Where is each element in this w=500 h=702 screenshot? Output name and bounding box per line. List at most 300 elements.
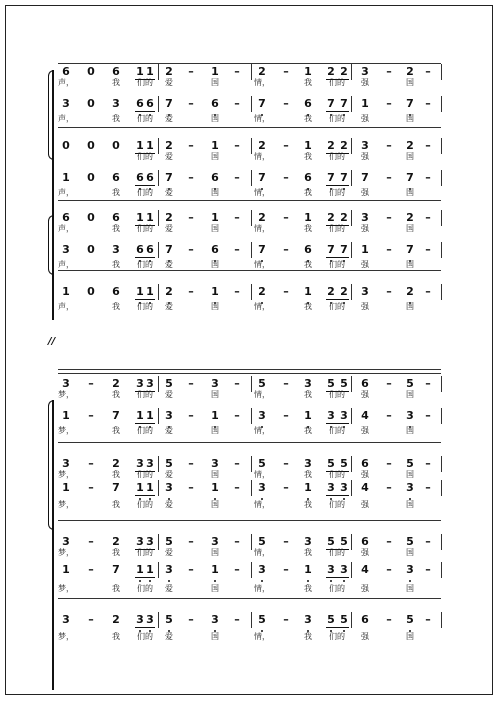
note: 2: [258, 211, 266, 224]
lyric: 强: [361, 260, 369, 269]
note: 1: [304, 65, 312, 78]
lyric: 强: [361, 78, 369, 87]
system-top-line: [58, 63, 441, 64]
lyric: 们的: [137, 632, 153, 641]
lyric: 们的: [137, 260, 153, 269]
octave-dot: [307, 580, 309, 582]
note: 2: [165, 285, 173, 298]
note: 4: [361, 481, 369, 494]
barline: [251, 96, 252, 112]
note: 3: [146, 535, 154, 548]
staff-separator: [58, 127, 441, 128]
note: 6: [112, 211, 120, 224]
note: –: [188, 563, 194, 576]
note: 0: [87, 285, 95, 298]
section-mark: //: [48, 336, 56, 347]
barline: [351, 376, 352, 392]
lyric: 声，: [58, 302, 74, 311]
note: 5: [327, 457, 335, 470]
barline: [251, 480, 252, 496]
barline: [158, 284, 159, 300]
lyric: 强: [361, 224, 369, 233]
note: 2: [327, 65, 335, 78]
note: 6: [211, 243, 219, 256]
beam-underline: [135, 185, 155, 186]
note: 1: [146, 211, 154, 224]
note: –: [425, 243, 431, 256]
system-top-line: [58, 373, 441, 374]
beam-underline: [135, 495, 155, 496]
lyric: 我: [112, 632, 120, 641]
beam-underline: [135, 257, 155, 258]
lyric: 我: [304, 470, 312, 479]
note: –: [234, 243, 240, 256]
barline: [441, 534, 442, 550]
note: –: [234, 139, 240, 152]
note: –: [425, 563, 431, 576]
lyric: 们的: [137, 584, 153, 593]
note: 6: [62, 211, 70, 224]
octave-dot: [409, 580, 411, 582]
note: 7: [406, 243, 414, 256]
note: 3: [258, 563, 266, 576]
lyric: 情，: [254, 426, 270, 435]
note: 2: [327, 285, 335, 298]
octave-dot: [214, 580, 216, 582]
beam-underline: [326, 495, 349, 496]
lyric: 国: [406, 188, 414, 197]
note: –: [283, 243, 289, 256]
note: 5: [165, 535, 173, 548]
note: 7: [327, 243, 335, 256]
barline: [351, 534, 352, 550]
lyric: 国: [406, 390, 414, 399]
barline: [158, 408, 159, 424]
note: 1: [136, 285, 144, 298]
barline: [441, 284, 442, 300]
lyric: 强: [361, 584, 369, 593]
note: 3: [112, 97, 120, 110]
note: 5: [340, 613, 348, 626]
note: 6: [146, 171, 154, 184]
lyric: 们的: [329, 390, 345, 399]
lyric: 国: [211, 114, 219, 123]
note: 3: [136, 377, 144, 390]
note: 2: [406, 285, 414, 298]
note: –: [88, 563, 94, 576]
note: 5: [258, 457, 266, 470]
note: 6: [112, 65, 120, 78]
note: 3: [62, 535, 70, 548]
lyric: 情，: [254, 584, 270, 593]
note: 3: [62, 97, 70, 110]
note: 7: [112, 409, 120, 422]
note: 3: [62, 243, 70, 256]
lyric: 们的: [137, 114, 153, 123]
note: 1: [62, 285, 70, 298]
lyric: 声，: [58, 78, 74, 87]
note: 6: [361, 535, 369, 548]
barline: [441, 170, 442, 186]
beam-underline: [135, 111, 155, 112]
note: 0: [112, 139, 120, 152]
note: –: [188, 613, 194, 626]
note: 1: [62, 171, 70, 184]
note: 0: [87, 211, 95, 224]
note: –: [425, 613, 431, 626]
lyric: 们的: [329, 584, 345, 593]
lyric: 们的: [329, 152, 345, 161]
note: 5: [340, 457, 348, 470]
staff-separator: [58, 200, 441, 201]
lyric: 情，: [254, 390, 270, 399]
barline: [251, 242, 252, 258]
note: 3: [304, 457, 312, 470]
lyric: 们的: [137, 152, 153, 161]
note: 2: [165, 139, 173, 152]
staff-separator: [58, 520, 441, 521]
beam-underline: [326, 627, 349, 628]
note: –: [425, 285, 431, 298]
note: 1: [146, 285, 154, 298]
lyric: 国: [406, 224, 414, 233]
lyric: 爱: [165, 584, 173, 593]
note: –: [386, 481, 392, 494]
note: –: [425, 171, 431, 184]
note: 0: [87, 139, 95, 152]
lyric: 我: [112, 500, 120, 509]
lyric: 们的: [137, 78, 153, 87]
note: 6: [304, 97, 312, 110]
lyric: 我: [304, 224, 312, 233]
beam-underline: [326, 257, 349, 258]
note: 1: [136, 481, 144, 494]
lyric: 国: [211, 188, 219, 197]
note: 6: [136, 171, 144, 184]
note: 7: [340, 97, 348, 110]
lyric: 国: [406, 114, 414, 123]
note: –: [283, 613, 289, 626]
lyric: 爱: [165, 188, 173, 197]
lyric: 国: [211, 584, 219, 593]
note: –: [425, 139, 431, 152]
lyric: 梦，: [58, 632, 74, 641]
note: 2: [258, 139, 266, 152]
note: 2: [258, 65, 266, 78]
lyric: 爱: [165, 224, 173, 233]
lyric: 我: [304, 426, 312, 435]
note: 7: [112, 563, 120, 576]
note: 2: [340, 65, 348, 78]
note: –: [88, 457, 94, 470]
lyric: 们的: [137, 224, 153, 233]
note: 7: [340, 171, 348, 184]
note: 3: [340, 563, 348, 576]
octave-dot: [343, 580, 345, 582]
note: 3: [165, 409, 173, 422]
note: –: [234, 535, 240, 548]
note: 1: [146, 65, 154, 78]
lyric: 声，: [58, 114, 74, 123]
note: –: [386, 171, 392, 184]
note: –: [234, 65, 240, 78]
note: 6: [361, 457, 369, 470]
note: 3: [211, 457, 219, 470]
note: –: [283, 535, 289, 548]
note: 6: [304, 243, 312, 256]
note: 3: [211, 377, 219, 390]
system-brace: [48, 400, 54, 530]
note: 6: [136, 97, 144, 110]
barline: [158, 96, 159, 112]
note: 1: [62, 481, 70, 494]
note: 7: [165, 97, 173, 110]
note: 6: [146, 97, 154, 110]
note: –: [188, 457, 194, 470]
lyric: 情，: [254, 114, 270, 123]
note: –: [283, 409, 289, 422]
lyric: 爱: [165, 426, 173, 435]
note: –: [425, 65, 431, 78]
note: 1: [136, 563, 144, 576]
note: 1: [146, 481, 154, 494]
lyric: 们的: [329, 548, 345, 557]
beam-underline: [326, 185, 349, 186]
note: –: [386, 285, 392, 298]
lyric: 我: [112, 390, 120, 399]
note: 2: [406, 139, 414, 152]
note: 3: [327, 409, 335, 422]
system-top-line: [58, 369, 441, 370]
note: 1: [361, 243, 369, 256]
lyric: 国: [211, 632, 219, 641]
note: 3: [258, 481, 266, 494]
lyric: 情，: [254, 188, 270, 197]
note: 6: [112, 285, 120, 298]
note: 1: [304, 285, 312, 298]
lyric: 我: [304, 548, 312, 557]
note: 1: [146, 139, 154, 152]
lyric: 国: [406, 426, 414, 435]
note: 1: [62, 409, 70, 422]
note: 7: [361, 171, 369, 184]
note: 5: [406, 377, 414, 390]
lyric: 们的: [329, 224, 345, 233]
note: 7: [165, 171, 173, 184]
lyric: 我: [304, 632, 312, 641]
lyric: 强: [361, 390, 369, 399]
note: 5: [340, 535, 348, 548]
lyric: 国: [211, 260, 219, 269]
barline: [251, 408, 252, 424]
note: 4: [361, 563, 369, 576]
lyric: 强: [361, 114, 369, 123]
note: 7: [258, 171, 266, 184]
lyric: 爱: [165, 548, 173, 557]
note: 2: [258, 285, 266, 298]
lyric: 我: [304, 390, 312, 399]
lyric: 们的: [137, 426, 153, 435]
note: 1: [361, 97, 369, 110]
lyric: 国: [406, 584, 414, 593]
note: 5: [327, 535, 335, 548]
lyric: 国: [211, 302, 219, 311]
beam-underline: [135, 423, 155, 424]
lyric: 国: [406, 260, 414, 269]
note: –: [88, 535, 94, 548]
lyric: 国: [211, 152, 219, 161]
note: 6: [136, 243, 144, 256]
note: 3: [62, 613, 70, 626]
note: 7: [112, 481, 120, 494]
note: 1: [62, 563, 70, 576]
note: 7: [165, 243, 173, 256]
note: 3: [211, 535, 219, 548]
note: 3: [361, 211, 369, 224]
note: –: [425, 211, 431, 224]
note: –: [386, 243, 392, 256]
lyric: 情，: [254, 500, 270, 509]
note: –: [188, 285, 194, 298]
note: 2: [112, 613, 120, 626]
note: 3: [62, 377, 70, 390]
barline: [351, 612, 352, 628]
lyric: 们的: [137, 548, 153, 557]
note: 3: [361, 285, 369, 298]
note: 2: [165, 65, 173, 78]
note: –: [283, 171, 289, 184]
barline: [251, 170, 252, 186]
note: 7: [340, 243, 348, 256]
note: 0: [87, 97, 95, 110]
barline: [351, 138, 352, 154]
note: 2: [327, 211, 335, 224]
note: 2: [406, 65, 414, 78]
note: –: [425, 535, 431, 548]
lyric: 情，: [254, 470, 270, 479]
lyric: 们的: [329, 632, 345, 641]
note: 3: [146, 457, 154, 470]
note: –: [188, 409, 194, 422]
lyric: 梦，: [58, 470, 74, 479]
lyric: 强: [361, 188, 369, 197]
note: –: [283, 139, 289, 152]
lyric: 梦，: [58, 390, 74, 399]
note: –: [188, 97, 194, 110]
note: 2: [340, 139, 348, 152]
note: 1: [304, 563, 312, 576]
note: –: [234, 97, 240, 110]
lyric: 强: [361, 500, 369, 509]
lyric: 国: [211, 500, 219, 509]
lyric: 爱: [165, 390, 173, 399]
note: 2: [327, 139, 335, 152]
note: 7: [327, 97, 335, 110]
note: 3: [165, 481, 173, 494]
note: –: [283, 211, 289, 224]
lyric: 声，: [58, 188, 74, 197]
octave-dot: [149, 580, 151, 582]
note: 7: [406, 97, 414, 110]
note: 5: [406, 535, 414, 548]
lyric: 爱: [165, 78, 173, 87]
note: 5: [327, 377, 335, 390]
lyric: 强: [361, 470, 369, 479]
barline: [351, 562, 352, 578]
note: 3: [146, 377, 154, 390]
note: 1: [136, 139, 144, 152]
note: 0: [87, 171, 95, 184]
lyric: 我: [304, 302, 312, 311]
lyric: 们的: [329, 260, 345, 269]
note: 3: [361, 139, 369, 152]
note: –: [88, 481, 94, 494]
beam-underline: [326, 577, 349, 578]
note: –: [234, 285, 240, 298]
lyric: 们的: [137, 500, 153, 509]
note: 1: [136, 409, 144, 422]
lyric: 国: [211, 390, 219, 399]
note: 3: [406, 481, 414, 494]
lyric: 我: [112, 78, 120, 87]
lyric: 爱: [165, 152, 173, 161]
note: –: [386, 139, 392, 152]
lyric: 情，: [254, 78, 270, 87]
octave-dot: [261, 580, 263, 582]
lyric: 们的: [137, 390, 153, 399]
lyric: 爱: [165, 470, 173, 479]
barline: [441, 376, 442, 392]
note: –: [234, 613, 240, 626]
note: 0: [87, 243, 95, 256]
beam-underline: [135, 299, 155, 300]
note: 3: [304, 613, 312, 626]
barline: [441, 480, 442, 496]
note: –: [386, 211, 392, 224]
octave-dot: [330, 580, 332, 582]
note: 5: [340, 377, 348, 390]
lyric: 们的: [137, 470, 153, 479]
note: –: [188, 481, 194, 494]
note: –: [283, 563, 289, 576]
lyric: 我: [112, 260, 120, 269]
note: 7: [258, 97, 266, 110]
note: –: [386, 97, 392, 110]
note: –: [188, 139, 194, 152]
lyric: 们的: [329, 500, 345, 509]
lyric: 们的: [329, 188, 345, 197]
note: 3: [136, 535, 144, 548]
lyric: 国: [211, 470, 219, 479]
note: –: [234, 171, 240, 184]
lyric: 我: [112, 426, 120, 435]
barline: [441, 456, 442, 472]
lyric: 我: [304, 114, 312, 123]
lyric: 们的: [329, 114, 345, 123]
barline: [351, 408, 352, 424]
lyric: 我: [112, 470, 120, 479]
note: –: [283, 97, 289, 110]
note: –: [88, 377, 94, 390]
note: 1: [211, 481, 219, 494]
lyric: 梦，: [58, 426, 74, 435]
lyric: 我: [112, 114, 120, 123]
lyric: 爱: [165, 114, 173, 123]
barline: [158, 242, 159, 258]
barline: [351, 210, 352, 226]
note: –: [234, 409, 240, 422]
note: 2: [112, 377, 120, 390]
